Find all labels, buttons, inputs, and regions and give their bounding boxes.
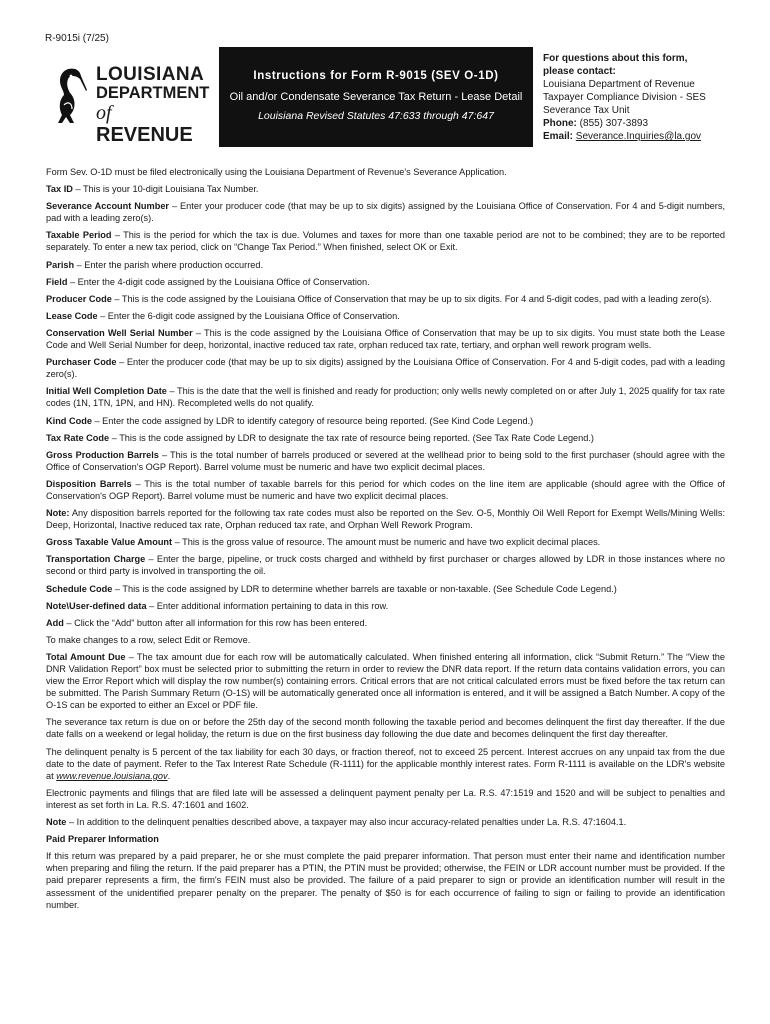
paragraph-text: – This is the code assigned by the Louisiana Office of Conservation that may be up to six digits. You must state both the Lease Code and Well Serial Number for deep, horizontal, inactive reduced tax rate, orphan reduced tax rate, tertiary, and orphan well rework program wells. <box>46 327 725 351</box>
instruction-paragraph <box>46 787 725 811</box>
contact-org: Louisiana Department of Revenue <box>543 79 695 90</box>
paragraph-text: – This is the code assigned by LDR to determine whether barrels are taxable or non-taxable. (See Schedule Code Legend.) <box>112 583 617 594</box>
instruction-paragraph <box>46 259 725 271</box>
instruction-paragraph <box>46 200 725 224</box>
contact-division: Taxpayer Compliance Division - SES <box>543 92 706 103</box>
instruction-paragraph <box>46 553 725 577</box>
instruction-paragraph <box>46 310 725 322</box>
paragraph-text: – Enter the code assigned by LDR to identify category of resource being reported. (See Kind Code Legend.) <box>91 415 534 426</box>
instruction-paragraph <box>46 183 725 195</box>
email-link[interactable]: Severance.Inquiries@la.gov <box>575 131 702 142</box>
field-label: Note <box>46 817 67 828</box>
paragraph-text: – This is the total number of barrels produced or severed at the wellhead prior to being sold to the first purchaser (should agree with the Office of Conservation's OGP Report). Barrel volume must be numeric and have two explicit decimal places. <box>46 449 725 472</box>
paragraph-text: If this return was prepared by a paid preparer, he or she must complete the paid preparer information. That person must enter their name and identification number when preparing and filing the return. If the paid preparer has a PTIN, the PTIN must be provided; otherwise, the FEIN or LDR account number must be provided. If the paid preparer represents a firm, the firm's FEIN must also be provided. The failure of a paid preparer to sign or provide an identification number will result in the assessment of the unidentified preparer penalty on the preparer. The penalty of $50 is for each occurrence of failing to sign or failing to provide an identification number. <box>46 851 725 910</box>
paragraph-text: – Enter your producer code (that may be up to six digits) assigned by the Louisiana Office of Conservation. For 4 and 5-digit numbers, pad with a leading zero(s). <box>46 201 725 224</box>
field-label: Initial Well Completion Date <box>46 386 167 397</box>
field-label: Tax ID <box>46 184 73 195</box>
instruction-paragraph <box>46 356 725 380</box>
instruction-paragraph <box>46 432 725 444</box>
paragraph-text: – This is the date that the well is finished and ready for production; only wells newly completed on or after July 1, 2025 qualify for tax rate codes (1N, 1TN, 1PN, and HN). Recompleted wells do not qualify. <box>46 386 726 409</box>
instruction-paragraph <box>46 583 725 595</box>
logo-revenue: REVENUE <box>96 124 193 146</box>
instruction-paragraph <box>46 651 725 711</box>
contact-heading-1: For questions about this form, <box>543 53 688 64</box>
paragraph-text: – Click the “Add” button after all information for this row has been entered. <box>63 617 368 628</box>
field-label: Gross Taxable Value Amount <box>46 537 173 548</box>
instruction-paragraph <box>46 385 725 409</box>
instruction-paragraph <box>46 415 725 427</box>
field-label: Parish <box>46 259 75 270</box>
paragraph-text: – Enter the 4-digit code assigned by the Louisiana Office of Conservation. <box>67 276 370 287</box>
instruction-paragraph <box>46 634 725 646</box>
field-label: Kind Code <box>46 415 92 426</box>
instruction-paragraph <box>46 449 725 473</box>
paragraph-text: – This is your 10-digit Louisiana Tax Number. <box>72 184 259 195</box>
field-label: Taxable Period <box>46 230 112 241</box>
paragraph-text: – This is the total number of taxable barrels for this period for which codes on the line item are applicable (should agree with the Office of Conservation's OGP Report). Barrel volume must be numeric and have two explicit decimal places. <box>46 478 725 501</box>
email-label: Email: <box>543 131 574 142</box>
section-heading <box>46 833 725 845</box>
field-label: Field <box>46 276 68 287</box>
paragraph-text: – This is the gross value of resource. The amount must be numeric and have two explicit decimal places. <box>172 537 601 548</box>
instruction-paragraph <box>46 600 725 612</box>
instruction-paragraph <box>46 229 725 253</box>
contact-email-row <box>543 130 758 143</box>
pelican-icon <box>50 65 90 127</box>
instruction-paragraph <box>46 816 725 828</box>
instruction-paragraph <box>46 716 725 740</box>
logo-of: of <box>96 102 112 124</box>
contact-heading-2: please contact: <box>543 66 616 77</box>
paragraph-text: – This is the code assigned by LDR to designate the tax rate of resource being reported. (See Tax Rate Code Legend.) <box>109 432 594 443</box>
paragraph-text-end: . <box>167 770 171 781</box>
field-label: Tax Rate Code <box>46 432 110 443</box>
instruction-paragraph <box>46 327 725 351</box>
form-number: R-9015i (7/25) <box>45 33 109 44</box>
website-link[interactable]: www.revenue.louisiana.gov <box>56 770 168 781</box>
paragraph-text: Form Sev. O-1D must be filed electronically using the Louisiana Department of Revenue's Severance Application. <box>46 167 507 177</box>
field-label: Conservation Well Serial Number <box>46 327 193 338</box>
paragraph-text: To make changes to a row, select Edit or Remove. <box>46 634 251 645</box>
field-label: Severance Account Number <box>46 201 170 212</box>
field-label: Gross Production Barrels <box>46 449 159 460</box>
paragraph-text: – Enter the parish where production occurred. <box>74 259 264 270</box>
form-title: Instructions for Form R-9015 (SEV O-1D) <box>253 70 499 82</box>
field-label: Add <box>46 617 64 628</box>
contact-block <box>543 52 758 143</box>
logo-line-revenue <box>96 102 210 146</box>
title-banner <box>219 47 533 147</box>
paragraph-text: – Enter the producer code (that may be up to six digits) assigned by the Louisiana Office of Conservation. For 4 and 5-digit codes, pad with a leading zero(s). <box>46 357 725 380</box>
form-subtitle: Oil and/or Condensate Severance Tax Return - Lease Detail <box>229 91 523 103</box>
paragraph-text: – In addition to the delinquent penalties described above, a taxpayer may also incur accuracy-related penalties under La. R.S. 47:1604.1. <box>66 817 627 828</box>
field-label: Total Amount Due <box>46 651 126 662</box>
instruction-paragraph <box>46 276 725 288</box>
contact-unit: Severance Tax Unit <box>543 105 630 116</box>
logo-line-louisiana: LOUISIANA <box>96 64 205 85</box>
instruction-paragraph <box>46 746 725 782</box>
field-label: Producer Code <box>46 293 112 304</box>
instructions-body <box>46 166 725 916</box>
instruction-paragraph <box>46 166 725 178</box>
paragraph-text: The severance tax return is due on or before the 25th day of the second month following the taxable period and becomes delinquent the first day thereafter. If the due date falls on a weekend or legal holiday, the return is due on the first business day following the due date and becomes delinquent the first day thereafter. <box>46 717 725 740</box>
contact-phone-row <box>543 117 758 130</box>
paragraph-text: Any disposition barrels reported for the following tax rate codes must also be reported on the Sev. O-5, Monthly Oil Well Report for Exempt Wells/Mining Wells: Deep, Horizontal, Inactive reduced tax rate, Orphan reduced tax rate, and Orphan Well Rework Program. <box>46 508 725 531</box>
ldr-logo <box>50 64 210 146</box>
paragraph-text: – This is the code assigned by the Louisiana Office of Conservation that may be up to six digits. For 4 and 5-digit codes, pad with a leading zero(s). <box>111 293 712 304</box>
phone-number: (855) 307-3893 <box>579 118 649 129</box>
instruction-paragraph <box>46 478 725 502</box>
paragraph-text: – Enter the 6-digit code assigned by the Louisiana Office of Conservation. <box>97 310 400 321</box>
field-label: Paid Preparer Information <box>46 834 159 845</box>
field-label: Schedule Code <box>46 583 113 594</box>
form-statutes: Louisiana Revised Statutes 47:633 through 47:647 <box>258 110 494 122</box>
instruction-paragraph <box>46 617 725 629</box>
field-label: Purchaser Code <box>46 357 117 368</box>
instruction-paragraph <box>46 850 725 910</box>
logo-line-department: DEPARTMENT <box>96 84 210 102</box>
field-label: Disposition Barrels <box>46 478 132 489</box>
phone-label: Phone: <box>543 118 577 129</box>
field-label: Transportation Charge <box>46 554 146 565</box>
field-label: Note\User-defined data <box>46 600 147 611</box>
field-label: Note: <box>46 508 70 519</box>
paragraph-text: The delinquent penalty is 5 percent of the tax liability for each 30 days, or fraction thereof, not to exceed 25 percent. Interest accrues on any unpaid tax from the due date to the date of payment. Refer to the Tax Interest Rate Schedule (R-1111) for the applicable monthly interest rates. Form R-1111 is available on the LDR's website at <box>46 746 725 781</box>
paragraph-text: – Enter additional information pertaining to data in this row. <box>146 600 389 611</box>
instruction-paragraph <box>46 536 725 548</box>
instruction-paragraph <box>46 293 725 305</box>
field-label: Lease Code <box>46 310 98 321</box>
instruction-paragraph <box>46 507 725 531</box>
paragraph-text: – This is the period for which the tax is due. Volumes and taxes for more than one taxable period are not to be combined; they are to be reported separately. To enter a new tax period, click on “Change Tax Period.” When finished, select OK or Exit. <box>46 230 726 253</box>
paragraph-text: – Enter the barge, pipeline, or truck costs charged and withheld by first purchaser or charges allowed by LDR in those instances where no second or third party is involved in transporting the oil. <box>46 554 725 577</box>
paragraph-text: Electronic payments and filings that are filed late will be assessed a delinquent payment penalty per La. R.S. 47:1519 and 1520 and will be subject to penalties and interest as set forth in La. R.S. 47:1601 and 1602. <box>46 787 725 810</box>
paragraph-text: – The tax amount due for each row will be automatically calculated. When finished entering all information, click “Submit Return.” The “View the DNR Validation Report” box must be selected prior to submitting the return in order to review the DNR data report. If the return data contains validation errors, you can view the Error Report which will display the row number(s) containing errors. Critical errors that are not critical calculated errors must be fixed before the tax return can be submitted. The Parish Summary Return (O-1S) will be automatically generated once all information is entered, and it will be assigned a Batch Number. A copy of the O-1S can be exported to either an Excel or PDF file. <box>46 651 725 711</box>
